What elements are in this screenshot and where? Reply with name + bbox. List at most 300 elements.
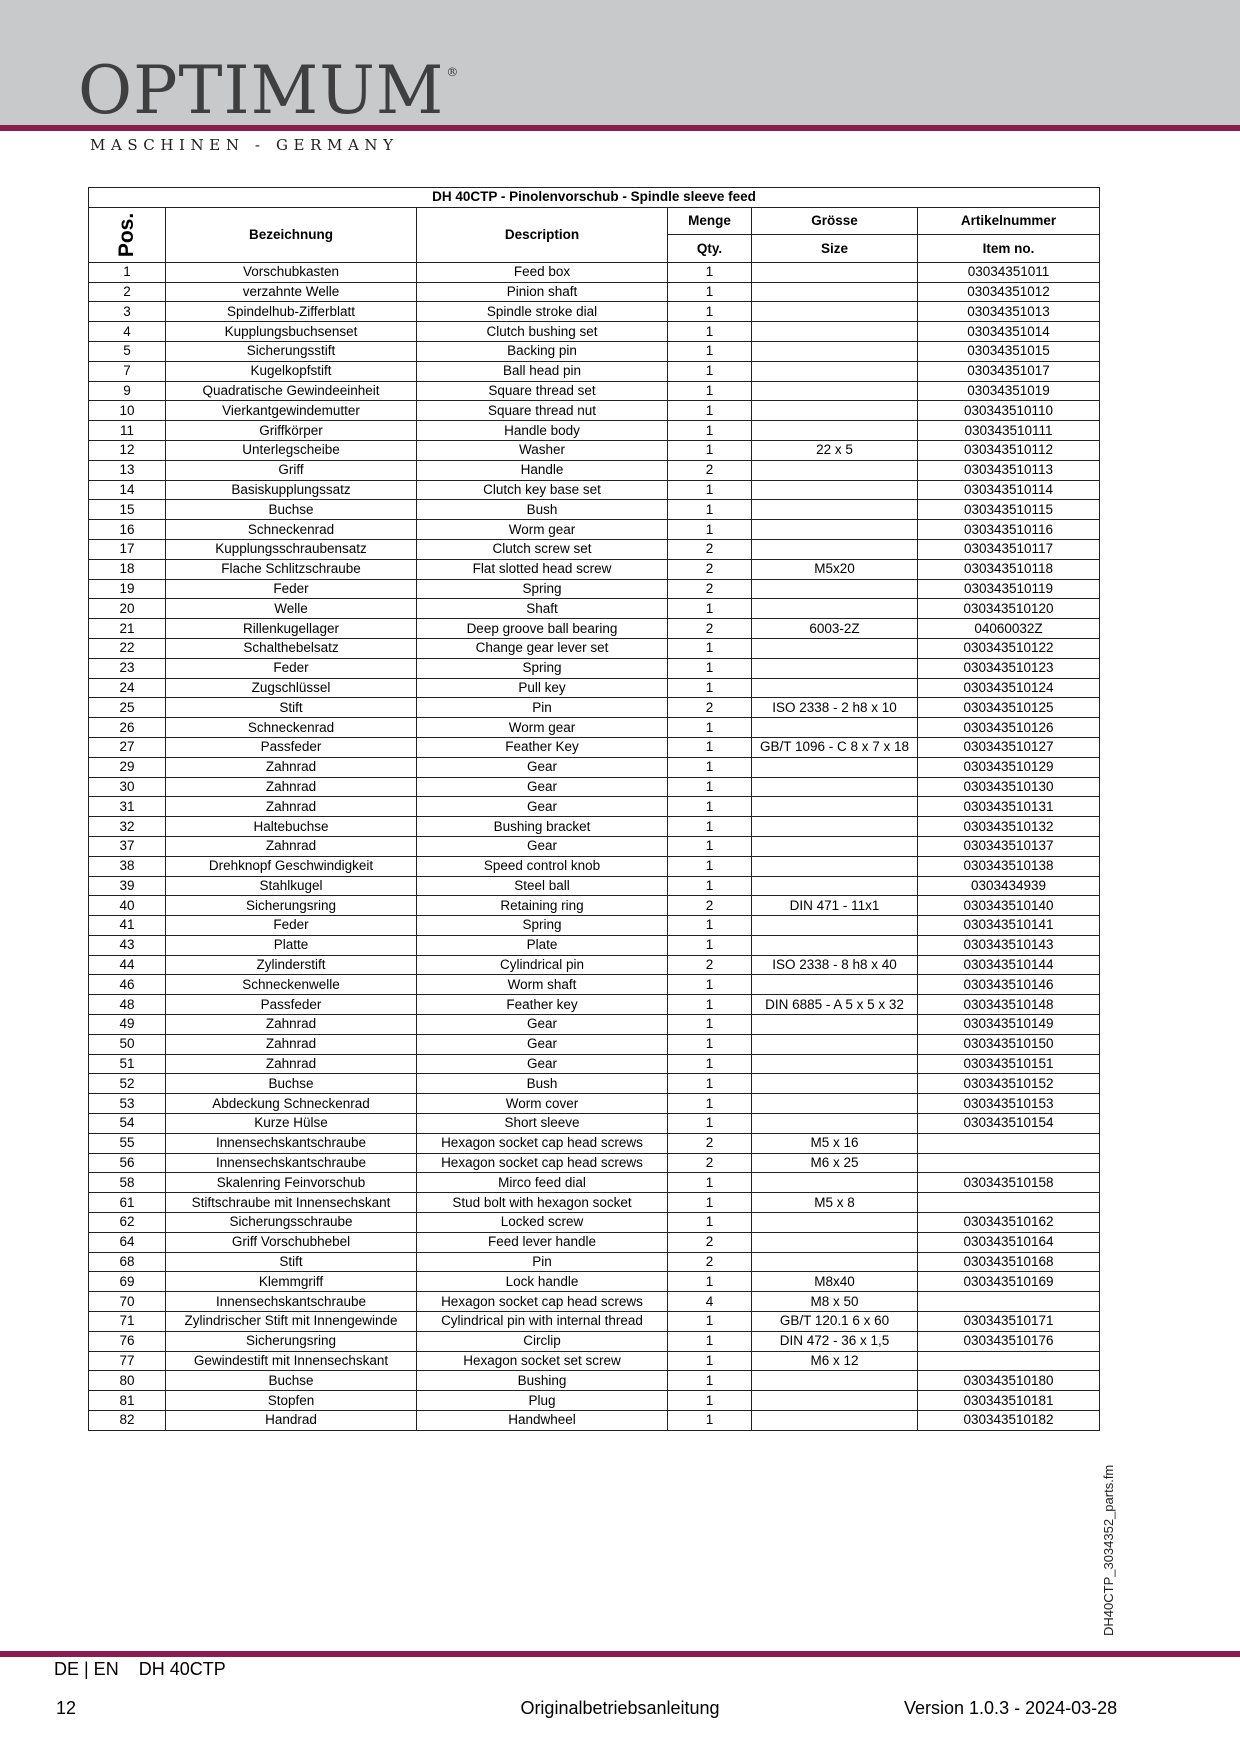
cell-description: Spring [417,658,668,678]
cell-qty: 2 [668,1153,752,1173]
cell-description: Circlip [417,1331,668,1351]
cell-pos: 76 [89,1331,166,1351]
logo-subtitle: MASCHINEN - GERMANY [90,136,399,154]
cell-bezeichnung: Welle [166,599,417,619]
cell-bezeichnung: Buchse [166,1074,417,1094]
table-row [89,1411,1100,1431]
cell-size [752,876,918,896]
cell-bezeichnung: Rillenkugellager [166,619,417,639]
cell-description: Square thread set [417,381,668,401]
cell-item-no: 03034351013 [918,302,1100,322]
cell-bezeichnung: Zahnrad [166,1015,417,1035]
cell-pos: 21 [89,619,166,639]
cell-pos: 46 [89,975,166,995]
cell-size [752,401,918,421]
cell-pos: 80 [89,1371,166,1391]
table-row [89,341,1100,361]
table-row [89,1232,1100,1252]
cell-pos: 82 [89,1411,166,1431]
cell-description: Feed box [417,262,668,282]
cell-description: Bush [417,500,668,520]
cell-bezeichnung: Gewindestift mit Innensechskant [166,1351,417,1371]
cell-description: Speed control knob [417,856,668,876]
table-row [89,381,1100,401]
cell-item-no: 030343510153 [918,1094,1100,1114]
cell-qty: 2 [668,579,752,599]
cell-size [752,638,918,658]
table-title: DH 40CTP - Pinolenvorschub - Spindle sleeve feed [89,188,1100,208]
cell-bezeichnung: Zylindrischer Stift mit Innengewinde [166,1312,417,1332]
cell-pos: 31 [89,797,166,817]
cell-pos: 70 [89,1292,166,1312]
table-row [89,1094,1100,1114]
cell-qty: 2 [668,955,752,975]
cell-item-no: 030343510171 [918,1312,1100,1332]
cell-description: Deep groove ball bearing [417,619,668,639]
cell-item-no: 030343510113 [918,460,1100,480]
cell-size [752,1411,918,1431]
cell-pos: 19 [89,579,166,599]
cell-size [752,1054,918,1074]
cell-size [752,539,918,559]
cell-pos: 29 [89,757,166,777]
cell-size: M5 x 8 [752,1193,918,1213]
cell-pos: 41 [89,916,166,936]
cell-description: Shaft [417,599,668,619]
cell-bezeichnung: Haltebuchse [166,817,417,837]
cell-pos: 3 [89,302,166,322]
cell-item-no: 030343510150 [918,1034,1100,1054]
cell-bezeichnung: Kugelkopfstift [166,361,417,381]
cell-description: Lock handle [417,1272,668,1292]
cell-pos: 17 [89,539,166,559]
cell-description: Plug [417,1391,668,1411]
brand-logo [78,52,460,129]
cell-size: M5x20 [752,559,918,579]
cell-item-no [918,1351,1100,1371]
cell-bezeichnung: Sicherungsring [166,896,417,916]
table-row [89,579,1100,599]
cell-pos: 20 [89,599,166,619]
cell-bezeichnung: Vierkantgewindemutter [166,401,417,421]
cell-item-no: 030343510114 [918,480,1100,500]
table-row [89,995,1100,1015]
cell-qty: 1 [668,1331,752,1351]
cell-pos: 69 [89,1272,166,1292]
table-row [89,262,1100,282]
table-row [89,282,1100,302]
cell-pos: 12 [89,440,166,460]
cell-pos: 71 [89,1312,166,1332]
file-name-label: DH40CTP_3034352_parts.fm [1101,1464,1116,1636]
cell-description: Steel ball [417,876,668,896]
cell-bezeichnung: Zahnrad [166,797,417,817]
table-row [89,876,1100,896]
cell-item-no: 04060032Z [918,619,1100,639]
cell-size [752,916,918,936]
cell-item-no: 030343510141 [918,916,1100,936]
cell-description: Short sleeve [417,1114,668,1134]
table-row [89,1034,1100,1054]
cell-description: Spring [417,579,668,599]
cell-item-no: 030343510129 [918,757,1100,777]
cell-size [752,1034,918,1054]
cell-qty: 1 [668,1173,752,1193]
cell-size: M6 x 12 [752,1351,918,1371]
table-row [89,757,1100,777]
cell-item-no: 030343510132 [918,817,1100,837]
page-number: 12 [56,1698,77,1718]
cell-size [752,1213,918,1233]
cell-bezeichnung: Zugschlüssel [166,678,417,698]
cell-pos: 25 [89,698,166,718]
cell-bezeichnung: Feder [166,916,417,936]
cell-bezeichnung: verzahnte Welle [166,282,417,302]
cell-item-no [918,1153,1100,1173]
cell-item-no: 030343510152 [918,1074,1100,1094]
cell-pos: 44 [89,955,166,975]
table-row [89,421,1100,441]
cell-qty: 1 [668,322,752,342]
table-row [89,737,1100,757]
cell-item-no: 030343510154 [918,1114,1100,1134]
cell-bezeichnung: Basiskupplungssatz [166,480,417,500]
cell-qty: 1 [668,480,752,500]
cell-bezeichnung: Kurze Hülse [166,1114,417,1134]
cell-qty: 2 [668,460,752,480]
cell-qty: 1 [668,1351,752,1371]
cell-description: Plate [417,935,668,955]
cell-item-no: 030343510119 [918,579,1100,599]
cell-pos: 40 [89,896,166,916]
cell-item-no: 030343510140 [918,896,1100,916]
cell-description: Retaining ring [417,896,668,916]
cell-bezeichnung: Spindelhub-Zifferblatt [166,302,417,322]
cell-qty: 1 [668,1312,752,1332]
header-pos [89,207,166,262]
cell-size [752,1074,918,1094]
cell-qty: 1 [668,1213,752,1233]
cell-qty: 1 [668,1074,752,1094]
cell-size [752,757,918,777]
cell-item-no: 030343510146 [918,975,1100,995]
cell-pos: 77 [89,1351,166,1371]
cell-item-no: 030343510123 [918,658,1100,678]
table-row [89,856,1100,876]
cell-item-no: 030343510151 [918,1054,1100,1074]
cell-qty: 1 [668,757,752,777]
cell-pos: 27 [89,737,166,757]
cell-qty: 1 [668,1371,752,1391]
cell-description: Spring [417,916,668,936]
table-row [89,638,1100,658]
cell-item-no [918,1292,1100,1312]
cell-bezeichnung: Buchse [166,1371,417,1391]
cell-qty: 1 [668,836,752,856]
cell-qty: 1 [668,777,752,797]
table-row [89,1015,1100,1035]
cell-item-no: 03034351019 [918,381,1100,401]
cell-pos: 24 [89,678,166,698]
table-row [89,896,1100,916]
cell-bezeichnung: Kupplungsbuchsenset [166,322,417,342]
table-row [89,500,1100,520]
cell-size [752,322,918,342]
cell-qty: 1 [668,658,752,678]
cell-pos: 7 [89,361,166,381]
cell-qty: 1 [668,341,752,361]
cell-size [752,658,918,678]
cell-size: M5 x 16 [752,1133,918,1153]
cell-pos: 61 [89,1193,166,1213]
cell-size: 22 x 5 [752,440,918,460]
cell-bezeichnung: Feder [166,579,417,599]
cell-description: Handwheel [417,1411,668,1431]
table-row [89,797,1100,817]
cell-description: Hexagon socket cap head screws [417,1292,668,1312]
table-row [89,718,1100,738]
cell-description: Bush [417,1074,668,1094]
header-size: Size [752,235,918,263]
cell-size [752,817,918,837]
cell-bezeichnung: Stift [166,698,417,718]
cell-pos: 64 [89,1232,166,1252]
cell-size [752,836,918,856]
cell-bezeichnung: Schneckenrad [166,520,417,540]
cell-description: Feather key [417,995,668,1015]
cell-pos: 11 [89,421,166,441]
cell-qty: 4 [668,1292,752,1312]
cell-description: Ball head pin [417,361,668,381]
cell-qty: 1 [668,678,752,698]
cell-bezeichnung: Schalthebelsatz [166,638,417,658]
cell-size [752,1094,918,1114]
cell-qty: 1 [668,500,752,520]
cell-pos: 48 [89,995,166,1015]
table-row [89,1272,1100,1292]
cell-qty: 1 [668,995,752,1015]
cell-size: 6003-2Z [752,619,918,639]
cell-bezeichnung: Buchse [166,500,417,520]
cell-description: Locked screw [417,1213,668,1233]
cell-pos: 52 [89,1074,166,1094]
cell-bezeichnung: Stahlkugel [166,876,417,896]
table-row [89,1173,1100,1193]
cell-item-no: 030343510168 [918,1252,1100,1272]
cell-pos: 13 [89,460,166,480]
cell-size [752,480,918,500]
cell-size [752,777,918,797]
cell-item-no: 030343510122 [918,638,1100,658]
cell-item-no: 030343510131 [918,797,1100,817]
table-row [89,1351,1100,1371]
cell-item-no: 030343510149 [918,1015,1100,1035]
cell-pos: 68 [89,1252,166,1272]
cell-pos: 26 [89,718,166,738]
cell-description: Mirco feed dial [417,1173,668,1193]
cell-description: Pin [417,1252,668,1272]
cell-pos: 5 [89,341,166,361]
cell-qty: 1 [668,520,752,540]
cell-item-no: 030343510148 [918,995,1100,1015]
cell-description: Gear [417,1054,668,1074]
cell-size [752,678,918,698]
cell-bezeichnung: Zahnrad [166,836,417,856]
cell-bezeichnung: Schneckenwelle [166,975,417,995]
cell-bezeichnung: Griff [166,460,417,480]
cell-bezeichnung: Sicherungsring [166,1331,417,1351]
cell-pos: 22 [89,638,166,658]
cell-qty: 1 [668,1391,752,1411]
cell-size: DIN 471 - 11x1 [752,896,918,916]
cell-bezeichnung: Abdeckung Schneckenrad [166,1094,417,1114]
cell-description: Worm cover [417,1094,668,1114]
cell-qty: 1 [668,599,752,619]
cell-description: Cylindrical pin with internal thread [417,1312,668,1332]
cell-qty: 1 [668,1193,752,1213]
table-row [89,361,1100,381]
cell-pos: 18 [89,559,166,579]
cell-pos: 55 [89,1133,166,1153]
cell-pos: 43 [89,935,166,955]
cell-pos: 37 [89,836,166,856]
cell-description: Cylindrical pin [417,955,668,975]
footer-version: Version 1.0.3 - 2024-03-28 [904,1698,1118,1718]
cell-bezeichnung: Stiftschraube mit Innensechskant [166,1193,417,1213]
cell-description: Bushing [417,1371,668,1391]
cell-pos: 16 [89,520,166,540]
cell-bezeichnung: Sicherungsschraube [166,1213,417,1233]
table-row [89,955,1100,975]
table-row [89,1153,1100,1173]
cell-description: Pinion shaft [417,282,668,302]
cell-item-no: 030343510120 [918,599,1100,619]
cell-qty: 1 [668,935,752,955]
cell-size [752,262,918,282]
cell-size [752,421,918,441]
cell-item-no: 030343510180 [918,1371,1100,1391]
cell-size [752,282,918,302]
cell-item-no: 030343510116 [918,520,1100,540]
cell-description: Hexagon socket set screw [417,1351,668,1371]
cell-size [752,856,918,876]
cell-pos: 1 [89,262,166,282]
cell-item-no: 030343510143 [918,935,1100,955]
cell-qty: 1 [668,876,752,896]
cell-size: M8x40 [752,1272,918,1292]
cell-size: ISO 2338 - 2 h8 x 10 [752,698,918,718]
cell-item-no: 030343510111 [918,421,1100,441]
table-row [89,678,1100,698]
table-row [89,440,1100,460]
cell-qty: 1 [668,361,752,381]
cell-size [752,341,918,361]
cell-item-no: 030343510164 [918,1232,1100,1252]
table-row [89,302,1100,322]
cell-item-no: 030343510112 [918,440,1100,460]
cell-bezeichnung: Griff Vorschubhebel [166,1232,417,1252]
cell-item-no: 030343510124 [918,678,1100,698]
cell-item-no: 03034351011 [918,262,1100,282]
cell-description: Worm gear [417,718,668,738]
cell-size [752,1015,918,1035]
cell-pos: 62 [89,1213,166,1233]
table-row [89,698,1100,718]
cell-description: Handle body [417,421,668,441]
cell-size [752,520,918,540]
table-row [89,1054,1100,1074]
cell-item-no: 03034351014 [918,322,1100,342]
cell-qty: 1 [668,817,752,837]
cell-bezeichnung: Stopfen [166,1391,417,1411]
cell-description: Change gear lever set [417,638,668,658]
cell-item-no: 030343510144 [918,955,1100,975]
cell-item-no: 030343510182 [918,1411,1100,1431]
cell-item-no: 030343510158 [918,1173,1100,1193]
cell-size [752,975,918,995]
header-groesse: Grösse [752,207,918,235]
header-bezeichnung: Bezeichnung [166,207,417,262]
cell-qty: 1 [668,797,752,817]
cell-qty: 2 [668,1133,752,1153]
cell-size: GB/T 1096 - C 8 x 7 x 18 [752,737,918,757]
cell-item-no: 03034351015 [918,341,1100,361]
cell-description: Square thread nut [417,401,668,421]
cell-bezeichnung: Handrad [166,1411,417,1431]
table-row [89,1213,1100,1233]
table-row [89,935,1100,955]
cell-item-no: 0303434939 [918,876,1100,896]
cell-size [752,579,918,599]
logo-registered-mark: ® [446,65,460,79]
cell-description: Hexagon socket cap head screws [417,1133,668,1153]
cell-item-no: 030343510126 [918,718,1100,738]
cell-pos: 10 [89,401,166,421]
cell-description: Gear [417,1034,668,1054]
cell-bezeichnung: Innensechskantschraube [166,1292,417,1312]
header-item-no: Item no. [918,235,1100,263]
cell-pos: 38 [89,856,166,876]
header-description: Description [417,207,668,262]
cell-bezeichnung: Zahnrad [166,757,417,777]
cell-bezeichnung: Kupplungsschraubensatz [166,539,417,559]
cell-description: Gear [417,757,668,777]
cell-description: Gear [417,1015,668,1035]
cell-size: DIN 6885 - A 5 x 5 x 32 [752,995,918,1015]
footer-document-title: Originalbetriebsanleitung [520,1698,720,1718]
cell-description: Clutch screw set [417,539,668,559]
cell-description: Flat slotted head screw [417,559,668,579]
table-row [89,817,1100,837]
cell-qty: 1 [668,381,752,401]
cell-bezeichnung: Zahnrad [166,1054,417,1074]
cell-item-no [918,1193,1100,1213]
cell-description: Hexagon socket cap head screws [417,1153,668,1173]
cell-pos: 50 [89,1034,166,1054]
cell-qty: 1 [668,1054,752,1074]
cell-item-no: 030343510169 [918,1272,1100,1292]
cell-item-no: 030343510127 [918,737,1100,757]
cell-qty: 2 [668,698,752,718]
cell-description: Gear [417,836,668,856]
cell-pos: 9 [89,381,166,401]
cell-bezeichnung: Platte [166,935,417,955]
cell-qty: 1 [668,975,752,995]
cell-size [752,599,918,619]
cell-size [752,1232,918,1252]
table-row [89,460,1100,480]
cell-qty: 2 [668,619,752,639]
